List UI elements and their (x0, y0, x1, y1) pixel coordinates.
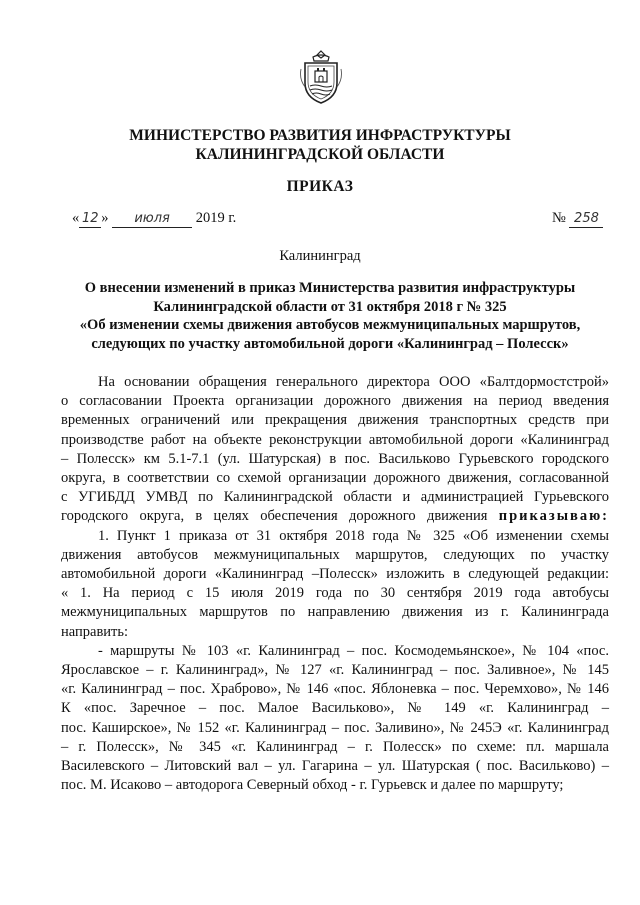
body-line: производстве работ на объекте реконструкции автомобильной дороги «Калининград (61, 431, 609, 448)
body-line: – г. Полесск», № 345 «г. Калининград – г. Полесск» по схеме: пл. маршала (61, 738, 609, 755)
body-line: с УГИБДД УМВД по Калининградской области и администрацией Гурьевского (61, 489, 609, 506)
ministry-name-line1: МИНИСТЕРСТВО РАЗВИТИЯ ИНФРАСТРУКТУРЫ (129, 127, 511, 144)
body-line (61, 507, 609, 526)
body-line: - маршруты № 103 «г. Калининград – пос. Космодемьянское», № 104 «пос. (98, 642, 609, 659)
body-line: автомобильной дороги «Калининград –Полесск» изложить в следующей редакции: (61, 566, 609, 583)
body-line: округа, в соответствии со схемой организации дорожного движения, согласованной (61, 470, 609, 487)
city-name: Калининград (279, 248, 361, 264)
subject-line: следующих по участку автомобильной дороги «Калининград – Полесск» (91, 335, 569, 352)
ministry-name-line2: КАЛИНИНГРАДСКОЙ ОБЛАСТИ (195, 146, 445, 163)
document-number (552, 210, 603, 228)
body-line: « 1. На период с 15 июля 2019 года по 30 сентября 2019 года автобусы (61, 585, 609, 602)
body-line: временных ограничений или прекращения движения транспортных средств при (61, 412, 609, 429)
body-line: «г. Калининград – пос. Храброво», № 146 «пос. Яблоневка – пос. Черемхово», № 146 (61, 681, 609, 698)
body-line: пос. Каширское», № 152 «г. Калининград – пос. Заливино», № 245Э «г. Калининград (61, 719, 609, 736)
body-line: Ярославское – г. Калининград», № 127 «г. Калининград – пос. Заливное», № 145 (61, 662, 609, 679)
document-type-title: ПРИКАЗ (286, 178, 354, 195)
number-sign: № (552, 210, 566, 226)
body-line: пос. М. Исаково – автодорога Северный обход - г. Гурьевск и далее по маршруту; (61, 777, 564, 794)
body-line-text: городского округа, в целях обеспечения дорожного движения (61, 508, 488, 525)
subject-line: О внесении изменений в приказ Министерства развития инфраструктуры (84, 280, 576, 296)
body-line: 1. Пункт 1 приказа от 31 октября 2018 года № 325 «Об изменении схемы (98, 527, 609, 544)
date-year: 2019 г. (195, 210, 237, 226)
body-line: движения автобусов межмуниципальных маршрутов, следующих по участку (61, 546, 609, 563)
date-day: 12 (81, 211, 99, 226)
body-line: Василевского – Литовский вал – ул. Гагарина – ул. Шатурская ( пос. Васильково) – (61, 758, 609, 775)
body-line: На основании обращения генерального директора ООО «Балтдормостстрой» (98, 374, 609, 390)
number-value: 258 (574, 211, 599, 226)
subject-line: Калининградской области от 31 октября 2018 г № 325 (153, 298, 507, 315)
document-date: « 12 » июля 2019 г. (72, 210, 237, 226)
body-line: направить: (61, 623, 129, 640)
document-subject (60, 279, 600, 353)
document-body (61, 373, 609, 795)
body-line: межмуниципальных маршрутов по направлению движения из г. Калининграда (61, 604, 609, 621)
order-keyword: приказываю: (498, 508, 610, 525)
body-line: К «пос. Заречное – пос. Малое Васильково», № 149 «г. Калининград – (61, 700, 609, 717)
date-month: июля (134, 211, 170, 226)
body-line: о согласовании Проекта организации дорожного движения на период введения (61, 393, 609, 410)
body-line: – Полесск» км 5.1-7.1 (ул. Шатурская) в пос. Васильково Гурьевского городского (61, 450, 609, 467)
subject-line: «Об изменении схемы движения автобусов межмуниципальных маршрутов, (79, 317, 581, 333)
ministry-name (0, 126, 640, 164)
coat-of-arms-emblem (299, 49, 343, 105)
